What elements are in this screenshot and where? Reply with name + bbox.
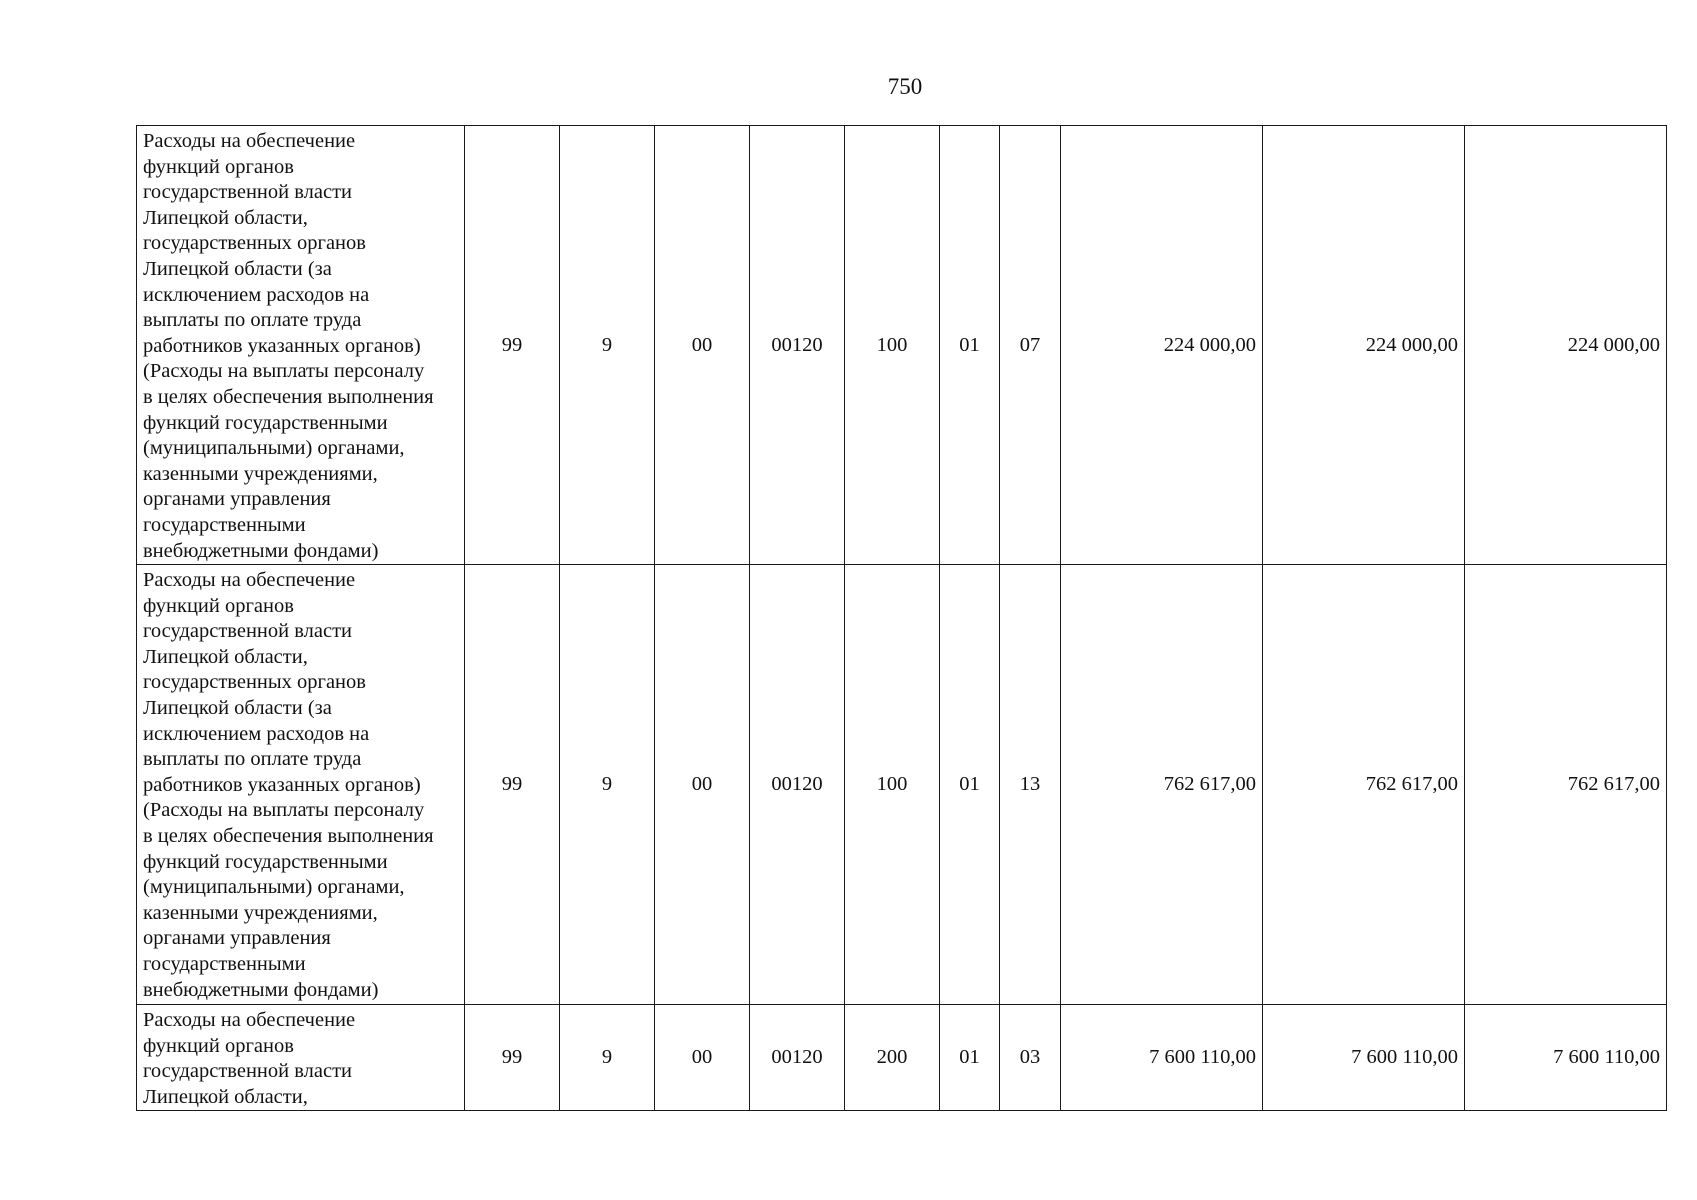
code-cell: 100: [845, 565, 940, 1005]
code-cell: 13: [1000, 565, 1061, 1005]
amount-cell: 762 617,00: [1061, 565, 1263, 1005]
code-cell: 00120: [750, 1005, 845, 1111]
code-cell: 99: [465, 126, 560, 565]
table-row: [137, 126, 1667, 565]
code-cell: 200: [845, 1005, 940, 1111]
expense-description: Расходы на обеспечение функций органов государственной власти Липецкой области, государственных органов Липецкой области (за исключением расходов на выплаты по оплате труда работников указанных органов) (Расходы на выплаты персоналу в целях обеспечения выполнения функций государственными (муниципальными) органами, казенными учреждениями, органами управления государственными внебюджетными фондами): [137, 126, 465, 565]
amount-cell: 7 600 110,00: [1061, 1005, 1263, 1111]
code-cell: 9: [560, 126, 655, 565]
amount-cell: 7 600 110,00: [1263, 1005, 1465, 1111]
amount-cell: 224 000,00: [1061, 126, 1263, 565]
code-cell: 99: [465, 565, 560, 1005]
amount-cell: 762 617,00: [1263, 565, 1465, 1005]
code-cell: 00120: [750, 565, 845, 1005]
page-number: 750: [887, 74, 923, 99]
code-cell: 9: [560, 565, 655, 1005]
table-row: [137, 565, 1667, 1005]
amount-cell: 7 600 110,00: [1465, 1005, 1667, 1111]
expense-description: Расходы на обеспечение функций органов государственной власти Липецкой области, государственных органов Липецкой области (за исключением расходов на выплаты по оплате труда работников указанных органов) (Расходы на выплаты персоналу в целях обеспечения выполнения функций государственными (муниципальными) органами, казенными учреждениями, органами управления государственными внебюджетными фондами): [137, 565, 465, 1005]
amount-cell: 762 617,00: [1465, 565, 1667, 1005]
code-cell: 9: [560, 1005, 655, 1111]
code-cell: 01: [940, 565, 1000, 1005]
code-cell: 00120: [750, 126, 845, 565]
code-cell: 00: [655, 126, 750, 565]
code-cell: 01: [940, 1005, 1000, 1111]
code-cell: 100: [845, 126, 940, 565]
table-row: [137, 1005, 1667, 1111]
code-cell: 01: [940, 126, 1000, 565]
code-cell: 00: [655, 1005, 750, 1111]
code-cell: 07: [1000, 126, 1061, 565]
amount-cell: 224 000,00: [1263, 126, 1465, 565]
expense-description: Расходы на обеспечение функций органов государственной власти Липецкой области,: [137, 1005, 465, 1111]
code-cell: 99: [465, 1005, 560, 1111]
amount-cell: 224 000,00: [1465, 126, 1667, 565]
code-cell: 03: [1000, 1005, 1061, 1111]
budget-table: [136, 125, 1667, 1111]
code-cell: 00: [655, 565, 750, 1005]
